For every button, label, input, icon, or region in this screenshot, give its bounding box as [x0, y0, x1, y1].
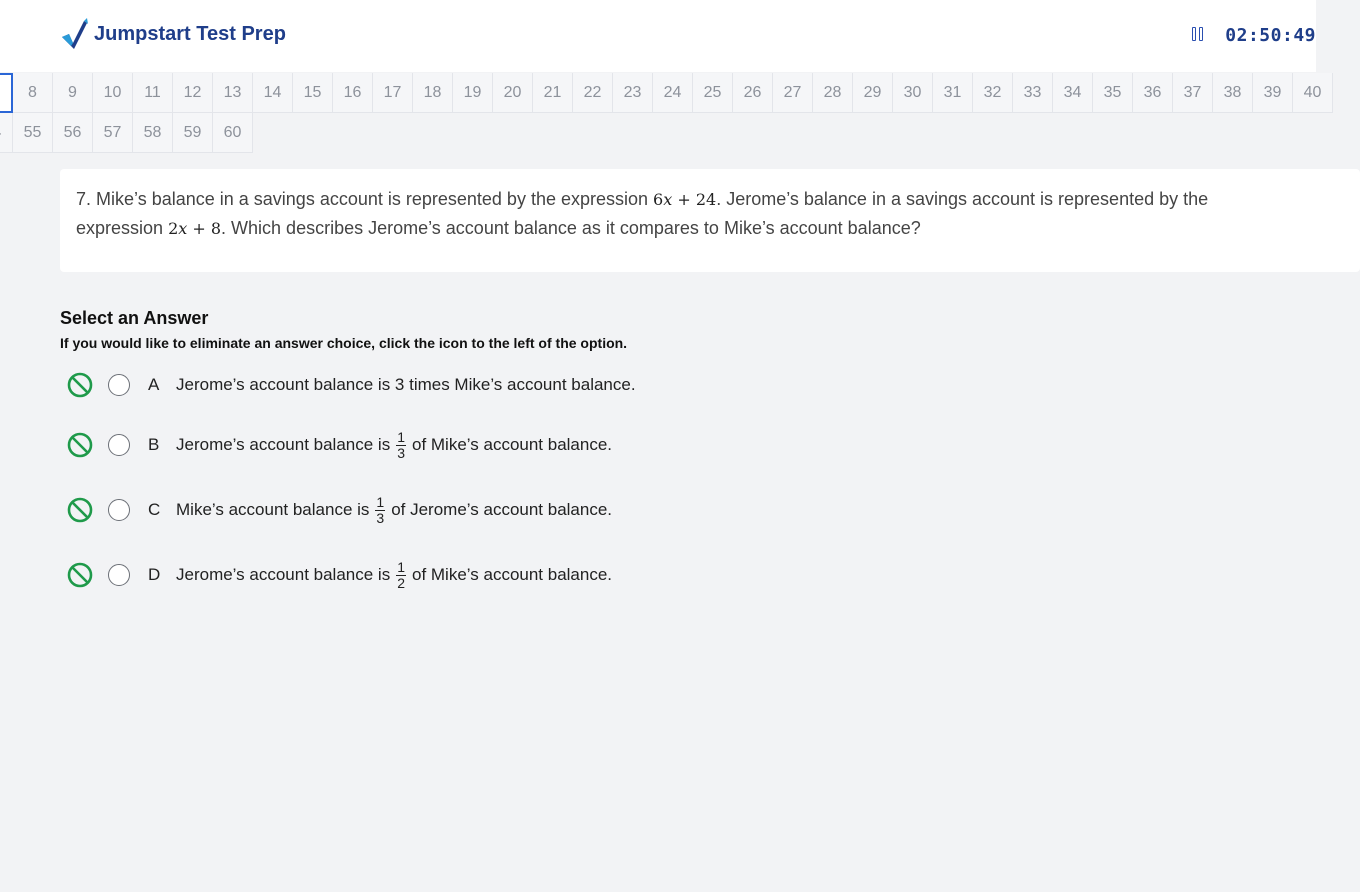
answer-text-post: of Mike’s account balance.: [412, 435, 613, 454]
answer-option-a[interactable]: [66, 370, 636, 400]
eliminate-icon[interactable]: [66, 561, 94, 589]
pause-icon[interactable]: [1191, 26, 1207, 44]
answer-text: [176, 375, 636, 395]
timer: [1191, 22, 1316, 48]
answer-radio[interactable]: [108, 374, 130, 396]
question-nav-item[interactable]: 36: [1133, 73, 1173, 113]
question-nav-item[interactable]: 32: [973, 73, 1013, 113]
question-nav-item[interactable]: 15: [293, 73, 333, 113]
expr1-coef: 6: [653, 190, 664, 209]
answer-text-pre: Jerome’s account balance is 3 times Mike’s account balance.: [176, 375, 636, 394]
answer-text: [176, 495, 612, 526]
question-nav-item[interactable]: 27: [773, 73, 813, 113]
expr2-coef: 2: [168, 219, 179, 238]
eliminate-icon[interactable]: [66, 371, 94, 399]
select-answer-title: Select an Answer: [60, 308, 209, 328]
question-nav-item[interactable]: 34: [1053, 73, 1093, 113]
answer-letter: A: [148, 375, 160, 394]
question-part-1: Mike’s balance in a savings account is represented by the expression: [96, 189, 649, 209]
answer-letter: C: [148, 500, 161, 519]
question-nav-item[interactable]: 23: [613, 73, 653, 113]
eliminate-icon[interactable]: [66, 496, 94, 524]
fraction: [375, 495, 385, 526]
question-nav-item[interactable]: 16: [333, 73, 373, 113]
question-nav-item[interactable]: 29: [853, 73, 893, 113]
expression-1: [653, 190, 716, 209]
question-nav-item[interactable]: 28: [813, 73, 853, 113]
answer-option-b[interactable]: [66, 430, 612, 460]
question-card: [60, 169, 1360, 272]
answer-text-post: of Mike’s account balance.: [412, 565, 613, 584]
fraction: [396, 560, 406, 591]
question-nav-row-2: [0, 113, 253, 153]
answer-text: [176, 430, 612, 461]
question-nav-item[interactable]: 20: [493, 73, 533, 113]
question-nav-item[interactable]: 30: [893, 73, 933, 113]
question-nav-item[interactable]: 17: [373, 73, 413, 113]
fraction-denominator: 3: [376, 509, 385, 526]
expr2-var: x: [178, 219, 188, 238]
question-nav-item[interactable]: 38: [1213, 73, 1253, 113]
question-nav-item[interactable]: 35: [1093, 73, 1133, 113]
question-nav-item[interactable]: 18: [413, 73, 453, 113]
question-nav-item[interactable]: 22: [573, 73, 613, 113]
fraction-denominator: 2: [397, 574, 405, 591]
question-nav-item[interactable]: 39: [1253, 73, 1293, 113]
timer-text: 02:50:49: [1225, 24, 1316, 46]
answer-text-post: of Jerome’s account balance.: [391, 500, 613, 519]
expression-2: [168, 219, 221, 238]
expr2-rest: + 8: [187, 219, 222, 238]
question-nav-item[interactable]: 33: [1013, 73, 1053, 113]
answer-option-c[interactable]: [66, 495, 612, 525]
question-number: 7.: [76, 189, 92, 209]
select-answer-instructions: If you would like to eliminate an answer choice, click the icon to the left of the option.: [60, 335, 628, 351]
fraction-numerator: 1: [397, 428, 405, 445]
question-nav-item[interactable]: 56: [53, 113, 93, 153]
answer-radio[interactable]: [108, 499, 130, 521]
fraction: [396, 430, 406, 461]
question-nav-item[interactable]: 10: [93, 73, 133, 113]
question-part-3: . Which describes Jerome’s account balance as it compares to Mike’s account balance?: [221, 218, 921, 238]
question-nav-item[interactable]: 55: [13, 113, 53, 153]
question-nav-item[interactable]: 26: [733, 73, 773, 113]
answer-text-pre: Jerome’s account balance is: [176, 435, 391, 454]
question-nav-item[interactable]: 14: [253, 73, 293, 113]
answer-text-pre: Jerome’s account balance is: [176, 565, 391, 584]
question-nav-row-1: [0, 73, 1333, 113]
question-nav-item[interactable]: [0, 73, 13, 113]
question-nav-item[interactable]: 60: [213, 113, 253, 153]
question-nav-item[interactable]: 19: [453, 73, 493, 113]
expr1-var: x: [663, 190, 673, 209]
answer-letter: B: [148, 435, 160, 454]
fraction-numerator: 1: [397, 558, 405, 575]
eliminate-icon[interactable]: [66, 431, 94, 459]
question-nav-item[interactable]: 25: [693, 73, 733, 113]
question-nav-item[interactable]: [0, 113, 13, 153]
answer-option-d[interactable]: [66, 560, 612, 590]
question-nav-item[interactable]: 8: [13, 73, 53, 113]
question-nav-item[interactable]: 31: [933, 73, 973, 113]
answer-text: [176, 560, 612, 591]
question-part-2: . Jerome’s balance in a savings account is represented by the expression: [76, 189, 1209, 238]
checkmark-logo-icon: [60, 18, 90, 50]
question-nav-item[interactable]: 58: [133, 113, 173, 153]
question-nav-item[interactable]: 57: [93, 113, 133, 153]
brand-logo[interactable]: [60, 17, 286, 51]
brand-name: Jumpstart Test Prep: [94, 22, 286, 45]
answer-letter: D: [148, 565, 161, 584]
question-nav-item[interactable]: 12: [173, 73, 213, 113]
question-nav-item[interactable]: 59: [173, 113, 213, 153]
question-nav-item[interactable]: 37: [1173, 73, 1213, 113]
fraction-numerator: 1: [376, 493, 385, 510]
answer-radio[interactable]: [108, 564, 130, 586]
question-text: [76, 185, 1296, 243]
question-nav-item[interactable]: 9: [53, 73, 93, 113]
answer-radio[interactable]: [108, 434, 130, 456]
fraction-denominator: 3: [397, 444, 405, 461]
question-nav-item[interactable]: 11: [133, 73, 173, 113]
question-nav-item[interactable]: 24: [653, 73, 693, 113]
answer-text-pre: Mike’s account balance is: [176, 500, 370, 519]
question-nav-item[interactable]: 13: [213, 73, 253, 113]
question-nav-item[interactable]: 21: [533, 73, 573, 113]
expr1-rest: + 24: [672, 190, 717, 209]
question-nav-item[interactable]: 40: [1293, 73, 1333, 113]
header: [0, 0, 1316, 72]
